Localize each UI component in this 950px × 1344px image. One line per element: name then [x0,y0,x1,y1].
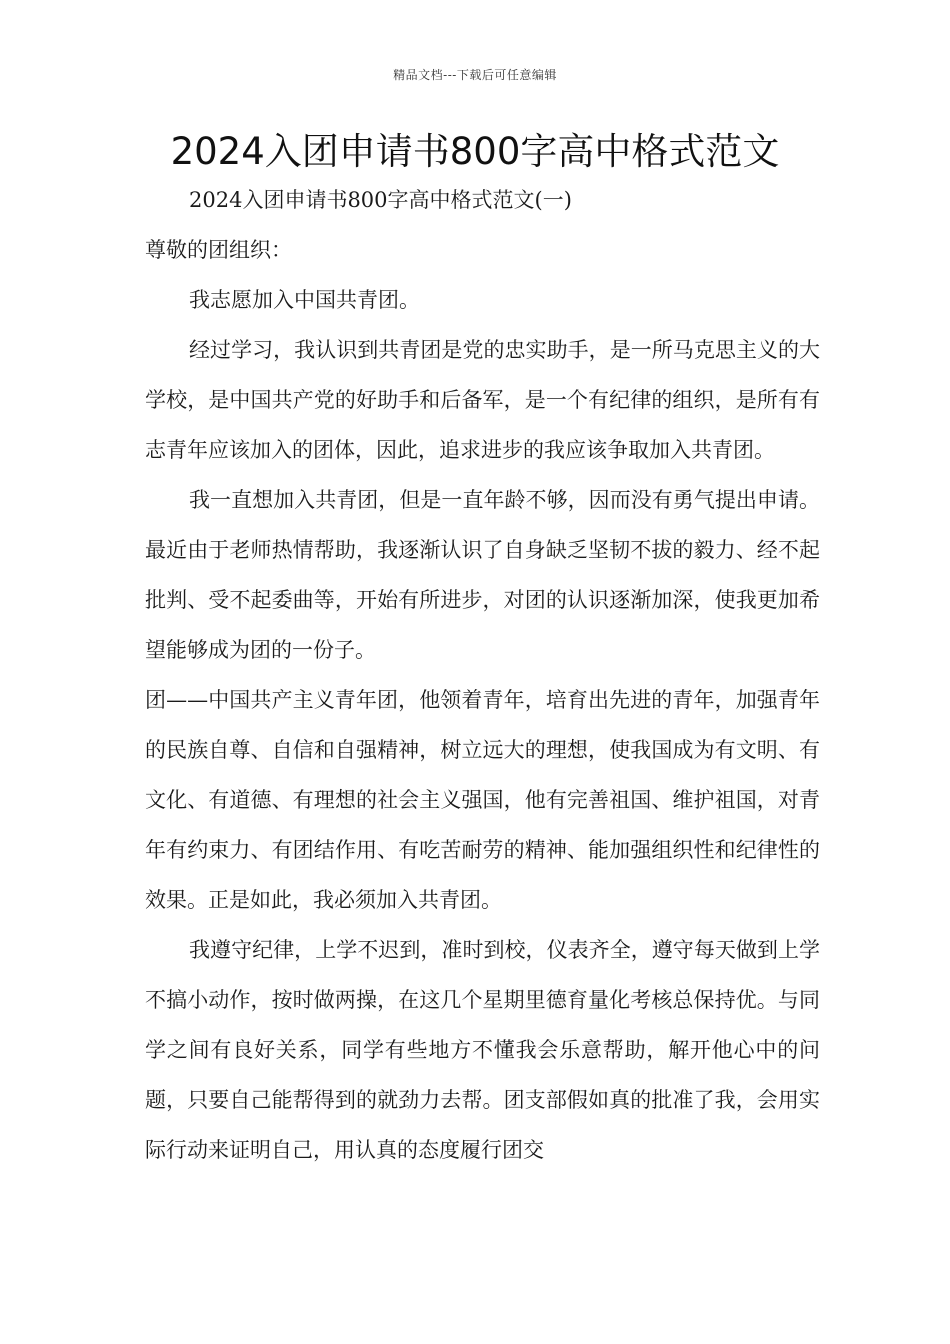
body-paragraph: 我一直想加入共青团，但是一直年龄不够，因而没有勇气提出申请。最近由于老师热情帮助，我逐渐认识了自身缺乏坚韧不拔的毅力、经不起批判、受不起委曲等，开始有所进步，对团的认识逐渐加深，使我更加希望能够成为团的一份子。 [145,488,820,662]
salutation-paragraph: 尊敬的团组织： [145,238,292,262]
subtitle-paragraph: 2024入团申请书800字高中格式范文(一) [189,188,572,212]
document-body [145,175,820,1175]
header-note: 精品文档---下载后可任意编辑 [393,68,557,82]
body-paragraph: 经过学习，我认识到共青团是党的忠实助手，是一所马克思主义的大学校，是中国共产党的好助手和后备军，是一个有纪律的组织，是所有有志青年应该加入的团体，因此，追求进步的我应该争取加入共青团。 [145,338,820,462]
body-paragraph: 我遵守纪律，上学不迟到，准时到校，仪表齐全，遵守每天做到上学不搞小动作，按时做两操，在这几个星期里德育量化考核总保持优。与同学之间有良好关系，同学有些地方不懂我会乐意帮助，解开他心中的问题，只要自己能帮得到的就劲力去帮。团支部假如真的批准了我，会用实际行动来证明自己，用认真的态度履行团交 [145,938,820,1162]
body-paragraph: 团——中国共产主义青年团，他领着青年，培育出先进的青年，加强青年的民族自尊、自信和自强精神，树立远大的理想，使我国成为有文明、有文化、有道德、有理想的社会主义强国，他有完善祖国、维护祖国，对青年有约束力、有团结作用、有吃苦耐劳的精神、能加强组织性和纪律性的效果。正是如此，我必须加入共青团。 [145,688,820,912]
body-paragraph: 我志愿加入中国共青团。 [189,288,420,312]
document-title: 2024入团申请书800字高中格式范文 [170,130,780,173]
